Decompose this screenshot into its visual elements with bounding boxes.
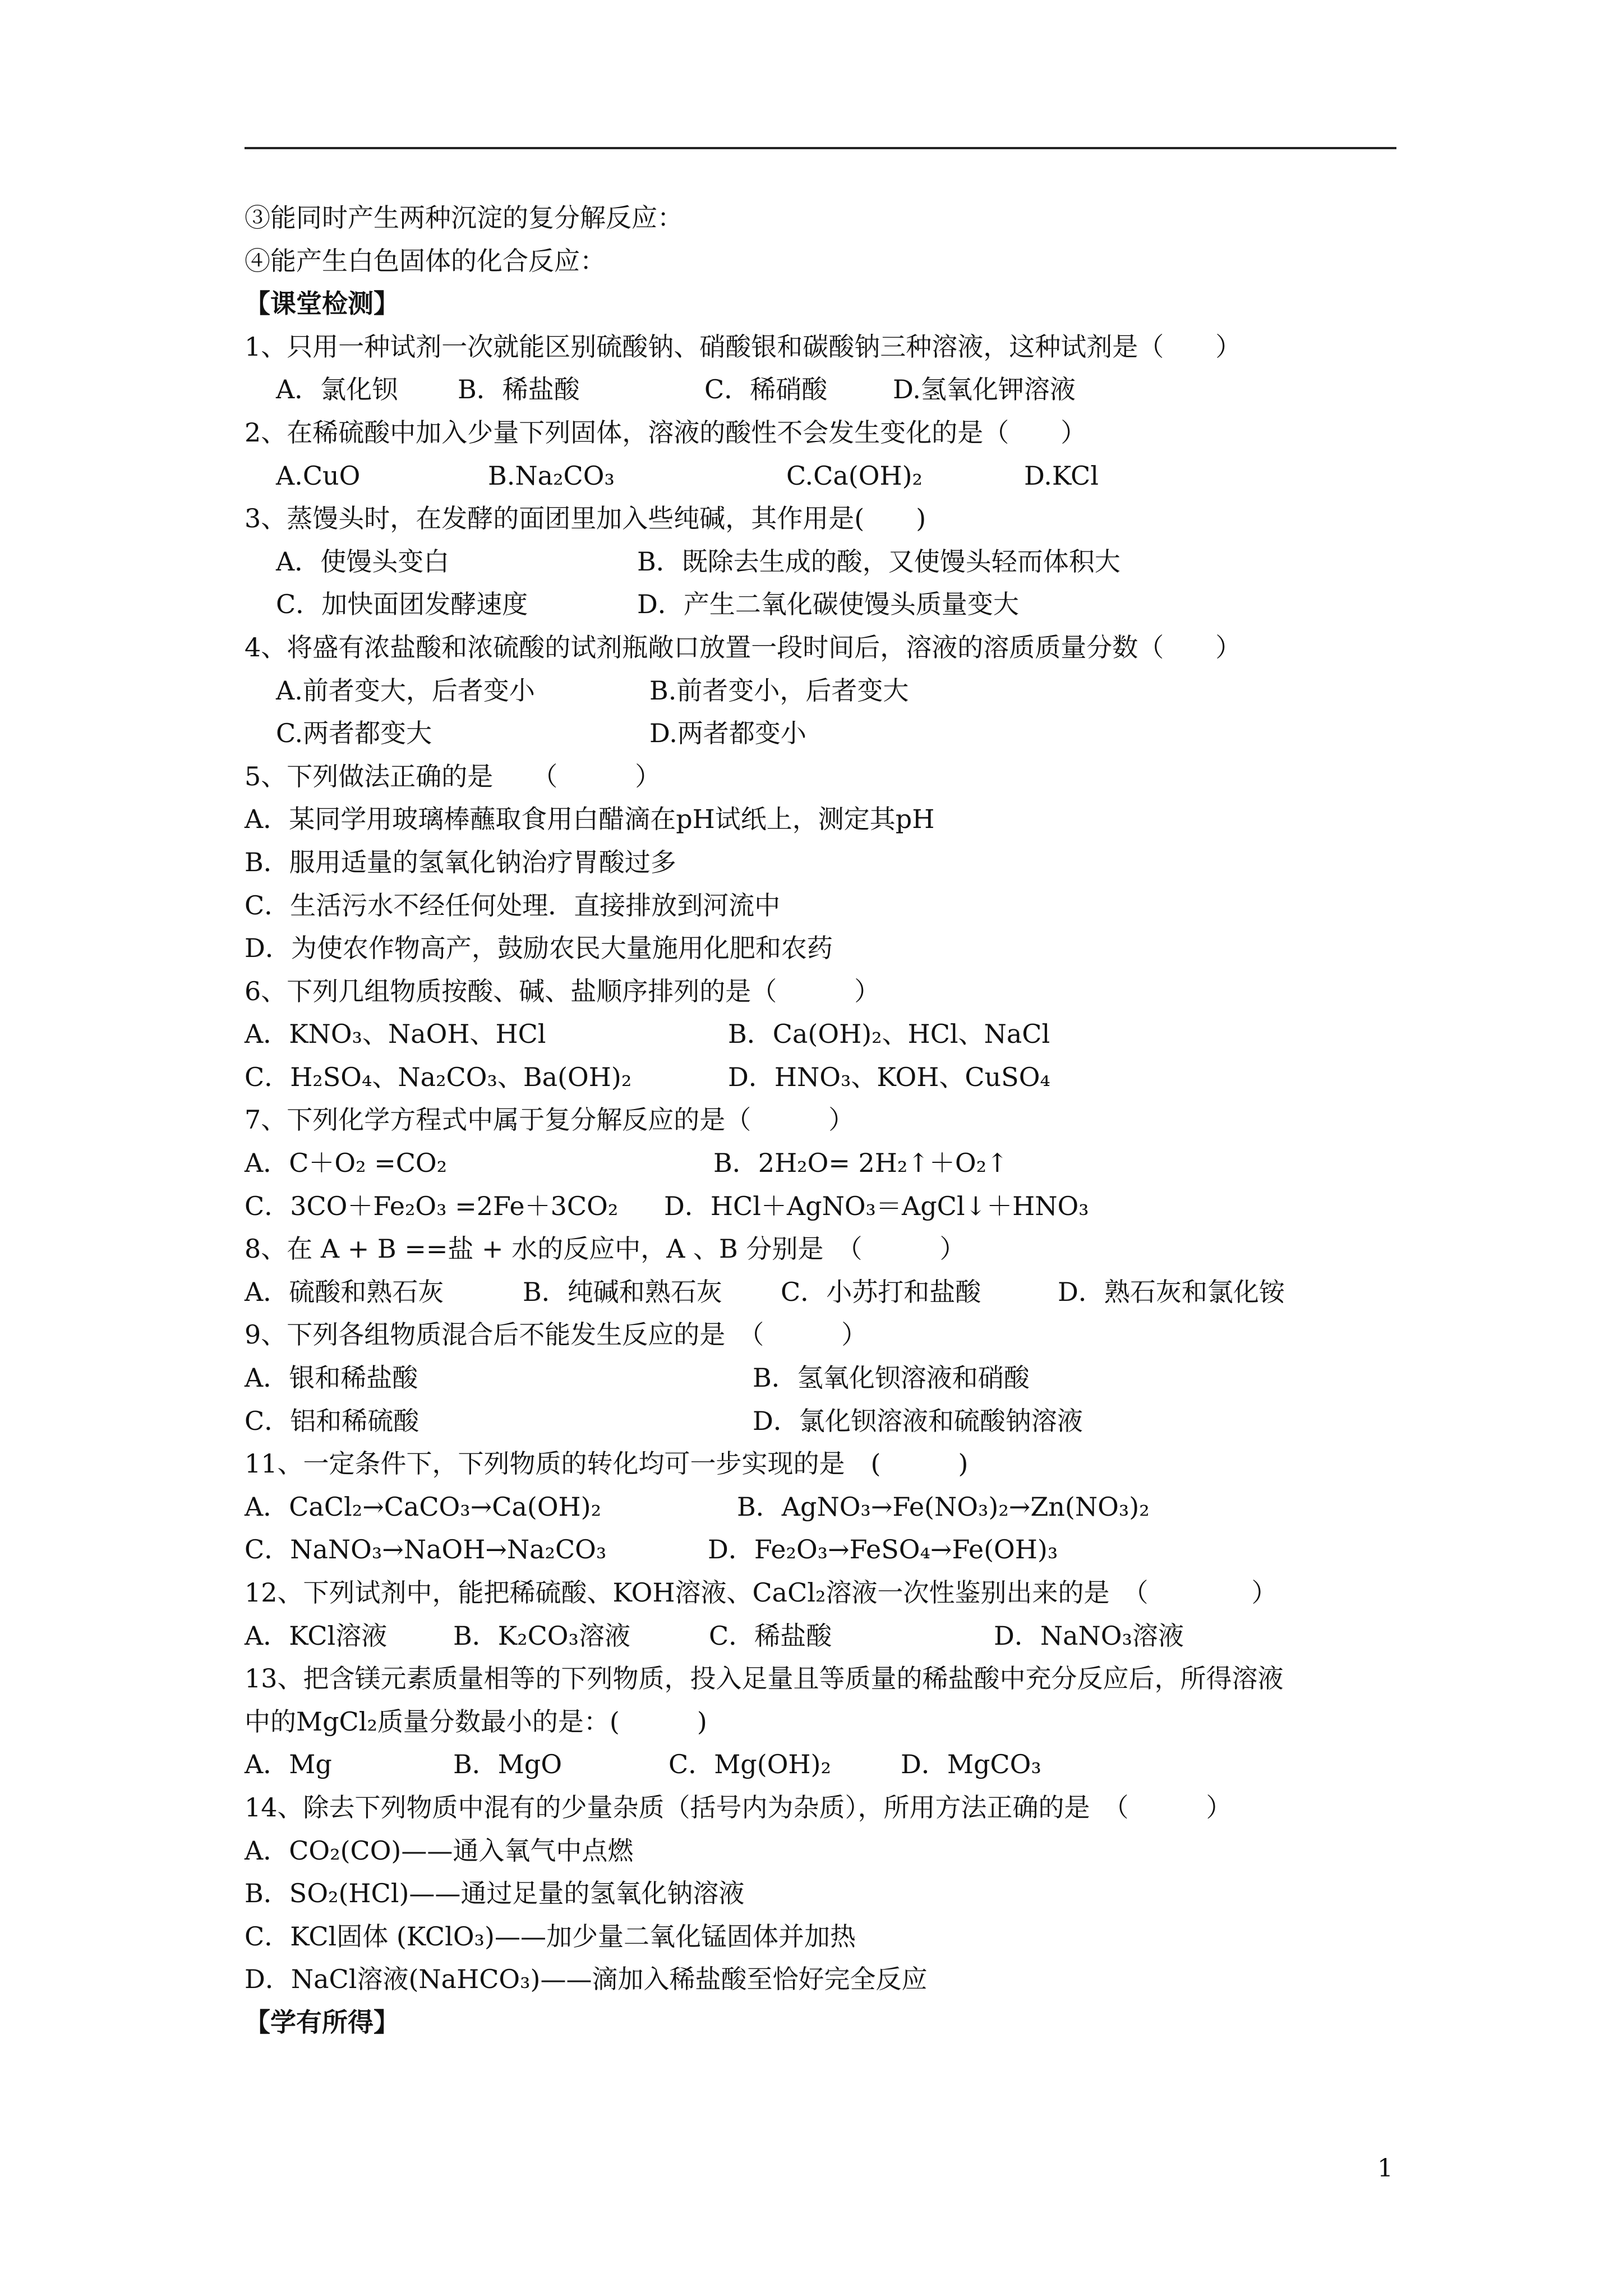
question-14-option-a: A．CO₂(CO)——通入氧气中点燃 (245, 1835, 634, 1866)
option-a: A.CuO (276, 460, 361, 491)
option-a: A．C＋O₂ =CO₂ (245, 1148, 448, 1179)
option-c: C．稀盐酸 (709, 1620, 832, 1651)
header-rule (245, 147, 1396, 149)
question-13-line-1: 13、把含镁元素质量相等的下列物质，投入足量且等质量的稀盐酸中充分反应后，所得溶液 (245, 1663, 1284, 1694)
question-11-options-ab (245, 1485, 1400, 1529)
option-d: D．Fe₂O₃→FeSO₄→Fe(OH)₃ (708, 1534, 1058, 1565)
option-c: C．铝和稀硫酸 (245, 1405, 419, 1436)
option-c: C．加快面团发酵速度 (276, 589, 528, 620)
question-2-options (245, 454, 1400, 498)
question-13-line-2: 中的MgCl₂质量分数最小的是：( ) (245, 1706, 707, 1737)
option-b: B．2H₂O= 2H₂↑＋O₂↑ (713, 1148, 1008, 1179)
option-c: C．H₂SO₄、Na₂CO₃、Ba(OH)₂ (245, 1061, 632, 1092)
option-a: A．氯化钡 (276, 374, 398, 405)
option-c: C.Ca(OH)₂ (786, 460, 923, 491)
question-6-options-ab (245, 1013, 1400, 1056)
option-b: B.Na₂CO₃ (488, 460, 615, 491)
question-5: 5、下列做法正确的是 （ ） (245, 761, 661, 792)
question-4: 4、将盛有浓盐酸和浓硫酸的试剂瓶敞口放置一段时间后，溶液的溶质质量分数（ ） (245, 632, 1242, 662)
question-12: 12、下列试剂中，能把稀硫酸、KOH溶液、CaCl₂溶液一次性鉴别出来的是 （ ） (245, 1577, 1278, 1608)
question-7-options-ab (245, 1142, 1400, 1185)
question-3-options-cd (245, 583, 1400, 626)
option-b: B．K₂CO₃溶液 (453, 1620, 630, 1651)
option-d: D．NaNO₃溶液 (994, 1620, 1184, 1651)
option-b: B．既除去生成的酸，又使馒头轻而体积大 (637, 546, 1121, 577)
option-a: A．使馒头变白 (276, 546, 450, 577)
option-d: D.氢氧化钾溶液 (893, 374, 1076, 405)
question-14-option-b: B．SO₂(HCl)——通过足量的氢氧化钠溶液 (245, 1878, 745, 1909)
intro-line-3: ③能同时产生两种沉淀的复分解反应： (245, 203, 683, 233)
question-8-options (245, 1271, 1400, 1314)
question-7-options-cd (245, 1185, 1400, 1228)
question-11-options-cd (245, 1528, 1400, 1571)
question-3: 3、蒸馒头时，在发酵的面团里加入些纯碱，其作用是( ) (245, 503, 926, 534)
option-b: B.前者变小，后者变大 (649, 675, 909, 706)
question-9-options-ab (245, 1356, 1400, 1400)
question-6: 6、下列几组物质按酸、碱、盐顺序排列的是（ ） (245, 976, 880, 1006)
option-a: A．硫酸和熟石灰 (245, 1276, 444, 1307)
option-c: C．NaNO₃→NaOH→Na₂CO₃ (245, 1534, 607, 1565)
option-c: C.两者都变大 (276, 718, 432, 749)
question-13-options (245, 1743, 1400, 1786)
option-d: D．HNO₃、KOH、CuSO₄ (728, 1061, 1050, 1092)
option-d: D．熟石灰和氯化铵 (1058, 1276, 1285, 1307)
question-12-options (245, 1614, 1400, 1658)
question-5-option-d: D．为使农作物高产，鼓励农民大量施用化肥和农药 (245, 933, 833, 964)
option-b: B．Ca(OH)₂、HCl、NaCl (728, 1019, 1050, 1050)
question-5-option-c: C．生活污水不经任何处理．直接排放到河流中 (245, 890, 781, 921)
option-b: B．AgNO₃→Fe(NO₃)₂→Zn(NO₃)₂ (737, 1491, 1150, 1522)
option-c: C．Mg(OH)₂ (668, 1749, 831, 1780)
option-c: C．稀硝酸 (704, 374, 828, 405)
option-a: A．KCl溶液 (245, 1620, 388, 1651)
intro-line-4: ④能产生白色固体的化合反应： (245, 245, 606, 276)
question-1-options (245, 368, 1400, 411)
option-b: B．稀盐酸 (458, 374, 580, 405)
page-number: 1 (1377, 2154, 1393, 2183)
option-a: A.前者变大，后者变小 (276, 675, 535, 706)
question-14: 14、除去下列物质中混有的少量杂质（括号内为杂质），所用方法正确的是 （ ） (245, 1792, 1232, 1823)
option-d: D.KCl (1024, 460, 1099, 491)
question-6-options-cd (245, 1056, 1400, 1099)
question-9-options-cd (245, 1400, 1400, 1443)
document-body (245, 196, 1400, 2044)
question-14-option-d: D．NaCl溶液(NaHCO₃)——滴加入稀盐酸至恰好完全反应 (245, 1964, 928, 1995)
section-title: 【课堂检测】 (245, 288, 399, 319)
option-c: C．小苏打和盐酸 (781, 1276, 981, 1307)
question-2: 2、在稀硫酸中加入少量下列固体，溶液的酸性不会发生变化的是（ ） (245, 417, 1087, 448)
question-14-option-c: C．KCl固体 (KClO₃)——加少量二氧化锰固体并加热 (245, 1921, 856, 1952)
question-7: 7、下列化学方程式中属于复分解反应的是（ ） (245, 1105, 855, 1135)
option-b: B．MgO (453, 1749, 562, 1780)
option-d: D．HCl＋AgNO₃＝AgCl↓＋HNO₃ (664, 1190, 1089, 1221)
option-a: A．CaCl₂→CaCO₃→Ca(OH)₂ (245, 1491, 602, 1522)
question-5-option-b: B．服用适量的氢氧化钠治疗胃酸过多 (245, 846, 676, 877)
option-b: B．纯碱和熟石灰 (523, 1276, 722, 1307)
option-a: A．银和稀盐酸 (245, 1363, 418, 1393)
question-3-options-ab (245, 540, 1400, 583)
option-a: A．Mg (245, 1749, 332, 1780)
option-d: D．产生二氧化碳使馒头质量变大 (637, 589, 1019, 620)
option-c: C．3CO＋Fe₂O₃ =2Fe＋3CO₂ (245, 1190, 619, 1221)
question-11: 11、一定条件下，下列物质的转化均可一步实现的是 ( ) (245, 1448, 969, 1479)
option-d: D．氯化钡溶液和硫酸钠溶液 (753, 1405, 1083, 1436)
question-1: 1、只用一种试剂一次就能区别硫酸钠、硝酸银和碳酸钠三种溶液，这种试剂是（ ） (245, 331, 1242, 362)
question-4-options-ab (245, 669, 1400, 712)
option-b: B．氢氧化钡溶液和硝酸 (753, 1363, 1030, 1393)
question-8: 8、在 A + B ==盐 + 水的反应中，A 、B 分别是 （ ） (245, 1234, 966, 1264)
question-5-option-a: A．某同学用玻璃棒蘸取食用白醋滴在pH试纸上，测定其pH (245, 804, 935, 835)
option-d: D.两者都变小 (649, 718, 806, 749)
option-a: A．KNO₃、NaOH、HCl (245, 1019, 546, 1050)
question-4-options-cd (245, 712, 1400, 755)
closing-title: 【学有所得】 (245, 2007, 399, 2037)
question-9: 9、下列各组物质混合后不能发生反应的是 （ ） (245, 1319, 868, 1350)
option-d: D．MgCO₃ (901, 1749, 1041, 1780)
